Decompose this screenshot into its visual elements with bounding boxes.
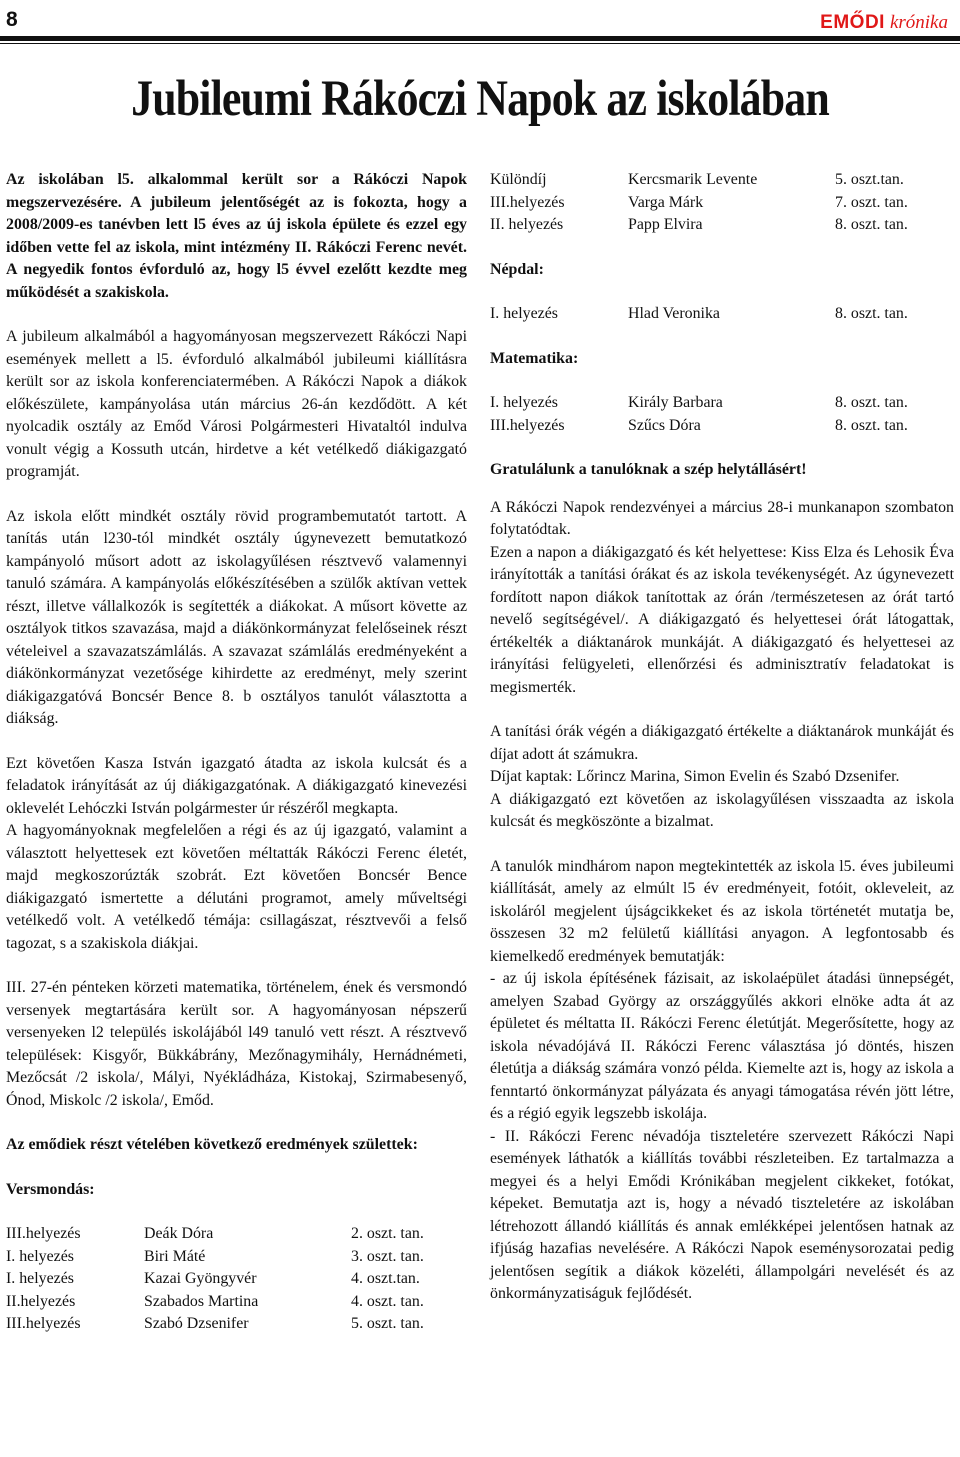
table-row (490, 392, 954, 415)
paragraph: - az új iskola építésének fázisait, az iskolaépület átadási ünnepségét, amelyen Szabad György az országgyűlés akkori elnöke adta át az épületet és méltatta II. Rákóczi Ferenc életútját. Megerősítette, hogy az iskola névadójává II. Rákóczi Ferenc választása jó döntés, hiszen életútja a diákság számára vonzó példa. Kiemelte azt is, hogy az iskola a fenntartó önkormányzat pályázata és anyagi támogatása révén jött létre, és a régió egyik legszebb iskolája. (490, 970, 954, 1122)
table-row (490, 415, 954, 438)
class-cell: 4. oszt.tan. (351, 1270, 420, 1287)
paragraph: A diákigazgató ezt követően az iskolagyűlésen visszaadta az iskola kulcsát és megköszönte a bizalmat. (490, 790, 954, 830)
paragraph: A tanítási órák végén a diákigazgató értékelte a diáktanárok munkáját és díjat adott át számukra. (490, 723, 954, 763)
student-name-cell: Szabados Martina (144, 1292, 259, 1310)
placement-cell: II.helyezés (6, 1292, 76, 1310)
lead-paragraph: Az iskolában l5. alkalommal került sor a Rákóczi Napok megszervezésére. A jubileum jelentőségét az is fokozta, hogy a 2008/2009-es tanévben lett l5 éves az új iskola épülete és ezzel egy időben vette fel az iskola, mint intézmény II. Rákóczi Ferenc nevét. A negyedik fontos évforduló az, hogy l5 évvel ezelőtt kezdte meg működését a szakiskola. (6, 171, 467, 301)
brand-name: EMŐDI (820, 12, 885, 33)
table-row (6, 1291, 467, 1314)
class-cell: 8. oszt. tan. (835, 416, 908, 434)
class-cell: 2. oszt. tan. (351, 1225, 424, 1242)
student-name-cell: Biri Máté (144, 1247, 206, 1265)
class-cell: 5. oszt. tan. (351, 1315, 424, 1332)
page-number: 8 (6, 8, 18, 31)
class-cell: 3. oszt. tan. (351, 1247, 424, 1265)
paragraph: Ezen a napon a diákigazgató és két helyettese: Kiss Elza és Lehosik Éva irányították a tanítási órákat és az iskola tevékenységét. Az úgynevezett fordított napon diákok tanítottak az órán /természetesen az órát tartó nevelő segítségével/. A diákigazgató és helyettesei órát látogattak, értékelték a diáktanárok munkáját. A diákigazgató és helyettesei az irányítási felügyeleti, ellenőrzési és adminisztratív feladatokat is megismerték. (490, 543, 954, 696)
placement-cell: III.helyezés (490, 416, 565, 434)
paragraph: III. 27-én pénteken körzeti matematika, történelem, ének és versmondó versenyek megtartására került sor. A hagyományosan népszerű versenyeken l2 település iskolájából l49 tanuló vett részt. A résztvevő települések: Kisgyőr, Bükkábrány, Mezőnagymihály, Hernádnémeti, Mezőcsát /2 iskola/, Mályi, Nyékládháza, Kistokaj, Szirmabesenyő, Ónod, Miskolc /2 iskola/, Emőd. (6, 979, 467, 1109)
page-header (0, 0, 960, 46)
table-row (490, 169, 954, 192)
student-name-cell: Kazai Gyöngyvér (144, 1270, 257, 1287)
table-row (6, 1313, 467, 1336)
paragraph: A hagyományoknak megfelelően a régi és az új igazgató, valamint a választott helyettesek ezt követően méltatták Rákóczi Ferenc életét, majd megkoszorúzták szobrát. Ezt követően Boncsér Bence diákigazgató ismertette a délutáni programot, amely műveltségi vetélkedő volt. A vetélkedő témája: csillagászat, résztvevői a felső tagozat, s a szakiskola diákjai. (6, 822, 467, 952)
header-rule-thin (0, 43, 960, 44)
class-cell: 8. oszt. tan. (835, 394, 908, 411)
table-row (490, 192, 954, 215)
results-heading: Az emődiek részt vételében következő eredmények születtek: (6, 1136, 418, 1153)
class-cell: 7. oszt. tan. (835, 193, 908, 211)
student-name-cell: Szűcs Dóra (628, 416, 701, 434)
nepdal-heading: Népdal: (490, 260, 544, 278)
article-title: Jubileumi Rákóczi Napok az iskolában (131, 71, 829, 127)
paragraph: A jubileum alkalmából a hagyományosan megszervezett Rákóczi Napi események mellett a l5. évforduló alkalmából jubileumi kiállításra került sor az iskola konferenciatermében. A Rákóczi Napok a diákok előkészülete, kampányolása után március 26-án kezdődött. A két nyolcadik osztály az Emőd Városi Polgármesteri Hivataltól indulva vonult végig a Kossuth utcán, hirdetve a két vetélkedő diákigazgató programját. (6, 328, 467, 480)
placement-cell: I. helyezés (490, 305, 558, 322)
congratulations-note: Gratulálunk a tanulóknak a szép helytállásért! (490, 461, 807, 478)
table-row (6, 1246, 467, 1269)
placement-cell: I. helyezés (6, 1270, 74, 1287)
versmondas-results-table-continued (490, 169, 954, 237)
student-name-cell: Szabó Dzsenifer (144, 1315, 249, 1332)
table-row (6, 1223, 467, 1246)
right-column (490, 169, 954, 1306)
left-column (6, 169, 467, 1336)
student-name-cell: Deák Dóra (144, 1225, 214, 1242)
paragraph: Ezt követően Kasza István igazgató átadta az iskola kulcsát és a feladatok irányítását az új diákigazgatónak. A diákigazgató kinevezési oklevelét Lehóczki István polgármester úr részéről megkapta. (6, 754, 467, 817)
placement-cell: III.helyezés (6, 1225, 81, 1242)
publication-brand (820, 12, 948, 34)
header-rule-thick (0, 36, 960, 41)
class-cell: 8. oszt. tan. (835, 305, 908, 322)
versmondas-results-table (6, 1223, 467, 1336)
student-name-cell: Varga Márk (628, 193, 704, 211)
brand-subtitle: krónika (889, 12, 948, 33)
table-row (6, 1268, 467, 1291)
paragraph: - II. Rákóczi Ferenc névadója tiszteletére szervezett Rákóczi Napi események láthatók a kiállítás további részleteiben. Ez tartalmazza a megyei és a helyi Emődi Krónikában megjelent cikkeket, fotókat, képeket. Bemutatja azt is, hogy a névadó tiszteletére az iskolában létrehozott állandó kiállítás és annak emlékképei jelentősen hatnak az ifjúság hazafias nevelésére. A Rákóczi Napok eseménysorozatai pedig jelentősen segítik a diákok közeléti, állampolgári nevelését és az önkormányzatiságuk fejlődését. (490, 1127, 954, 1302)
placement-cell: II. helyezés (490, 216, 564, 233)
student-name-cell: Hlad Veronika (628, 305, 720, 322)
versmondas-heading: Versmondás: (6, 1180, 95, 1198)
student-name-cell: Király Barbara (628, 394, 723, 411)
class-cell: 8. oszt. tan. (835, 216, 908, 233)
paragraph: A tanulók mindhárom napon megtekintették az iskola l5. éves jubileumi kiállítását, amely az elmúlt l5 év eredményeit, fotóit, okleveleit, az iskoláról megjelent újságcikkeket és az iskola történetét mutatja be, összesen 32 m2 felületű kiállítási anyagon. A legfontosabb és kiemelkedő eredmények bemutatják: (490, 857, 954, 965)
paragraph: A Rákóczi Napok rendezvényei a március 28-i munkanapon szombaton folytatódtak. (490, 498, 954, 538)
class-cell: 5. oszt.tan. (835, 171, 904, 188)
class-cell: 4. oszt. tan. (351, 1292, 424, 1310)
nepdal-results-table (490, 303, 954, 326)
placement-cell: III.helyezés (490, 193, 565, 211)
matematika-results-table (490, 392, 954, 437)
table-row (490, 303, 954, 326)
placement-cell: III.helyezés (6, 1315, 81, 1332)
table-row (490, 214, 954, 237)
placement-cell: Különdíj (490, 171, 547, 188)
placement-cell: I. helyezés (490, 394, 558, 411)
matematika-heading: Matematika: (490, 349, 579, 367)
paragraph: Díjat kaptak: Lőrincz Marina, Simon Evelin és Szabó Dzsenifer. (490, 768, 900, 785)
paragraph: Az iskola előtt mindkét osztály rövid programbemutatót tartott. A tanítás után l230-tól mindkét osztály úgynevezett bemutatkozó kampányoló műsort adott az iskolagyűlésen résztvevő valamennyi tanuló számára. A kampányolás előkészítésében a szülők aktívan vettek részt, illetve vállalkozók is segítették a diákokat. A műsort követte az osztályok titkos szavazása, majd a diákönkormányzat felelőseinek részt vételeivel a szavazatszámlálás. A szavazat számlálás eredményeként a diákönkormányzat vezetősége kihirdette az eredményt, mely szerint diákigazgatóvá Boncsér Bence 8. b osztályos tanulót választotta a diákság. (6, 507, 467, 727)
student-name-cell: Kercsmarik Levente (628, 171, 758, 188)
student-name-cell: Papp Elvira (628, 216, 703, 233)
placement-cell: I. helyezés (6, 1247, 74, 1265)
